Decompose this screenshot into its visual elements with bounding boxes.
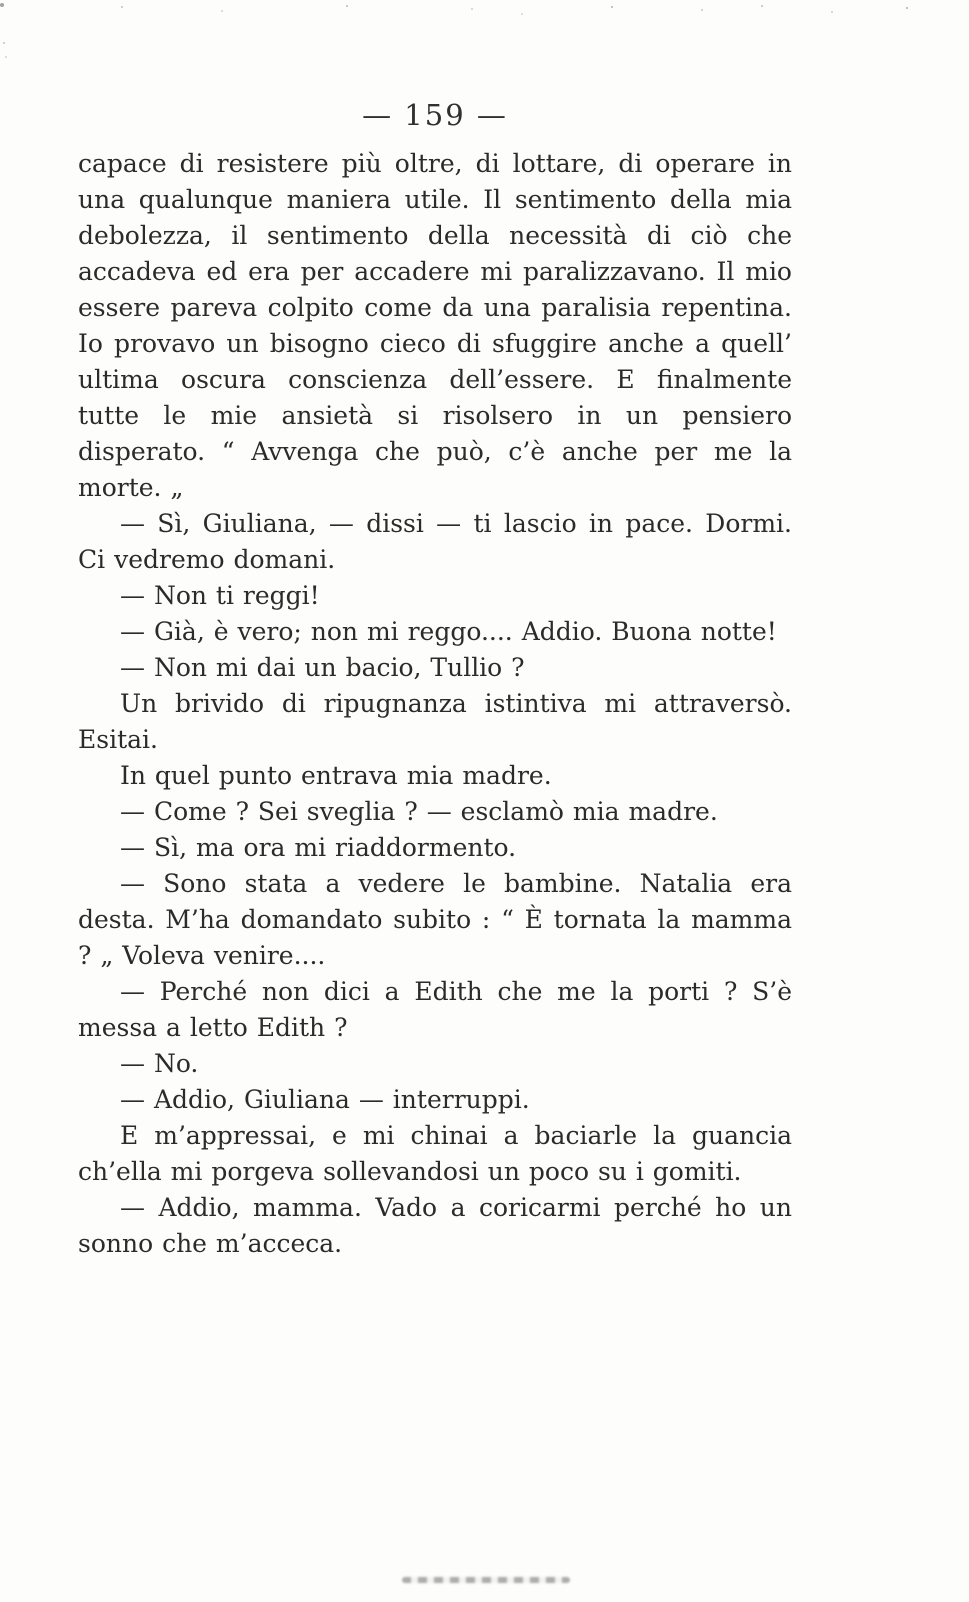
paragraph: Un brivido di ripugnanza istintiva mi attraversò. Esitai.	[78, 689, 792, 754]
paragraph: — Sì, ma ora mi riaddormento.	[120, 833, 517, 862]
paragraph: — Non ti reggi!	[120, 581, 320, 610]
paragraph: — Come ? Sei sveglia ? — esclamò mia madre.	[120, 797, 718, 826]
paragraph: — Perché non dici a Edith che me la porti ? S’è messa a letto Edith ?	[78, 977, 792, 1042]
paragraph: — Già, è vero; non mi reggo.... Addio. Buona notte!	[120, 617, 777, 646]
paragraph: — Non mi dai un bacio, Tullio ?	[120, 653, 525, 682]
page-number: — 159 —	[362, 98, 508, 132]
scan-artifact-bottom	[402, 1577, 570, 1583]
paragraph: In quel punto entrava mia madre.	[120, 761, 552, 790]
paragraph: E m’appressai, e mi chinai a baciarle la guancia ch’ella mi porgeva sollevandosi un poco su i gomiti.	[78, 1121, 792, 1186]
paragraph: — Addio, mamma. Vado a coricarmi perché ho un sonno che m’acceca.	[78, 1193, 792, 1258]
paragraph: — No.	[120, 1049, 199, 1078]
paragraph: — Sì, Giuliana, — dissi — ti lascio in pace. Dormi. Ci vedremo domani.	[78, 509, 792, 574]
paragraph: — Sono stata a vedere le bambine. Natalia era desta. M’ha domandato subito : “ È tornata la mamma ? „ Voleva venire....	[78, 869, 792, 970]
text-block	[78, 146, 792, 1262]
scan-artifact-top	[0, 3, 4, 7]
paragraph: — Addio, Giuliana — interruppi.	[120, 1085, 530, 1114]
paragraph: capace di resistere più oltre, di lottare, di operare in una qualunque maniera utile. Il sentimento della mia debolezza, il sentimento della necessità di ciò che accadeva ed era per accadere mi paralizzavano. Il mio essere pareva colpito come da una paralisia repentina. Io provavo un bisogno cieco di sfuggire anche a quell’ ultima oscura conscienza dell’essere. E finalmente tutte le mie ansietà si risolsero in un pensiero disperato. “ Avvenga che può, c’è anche per me la morte. „	[78, 149, 792, 502]
